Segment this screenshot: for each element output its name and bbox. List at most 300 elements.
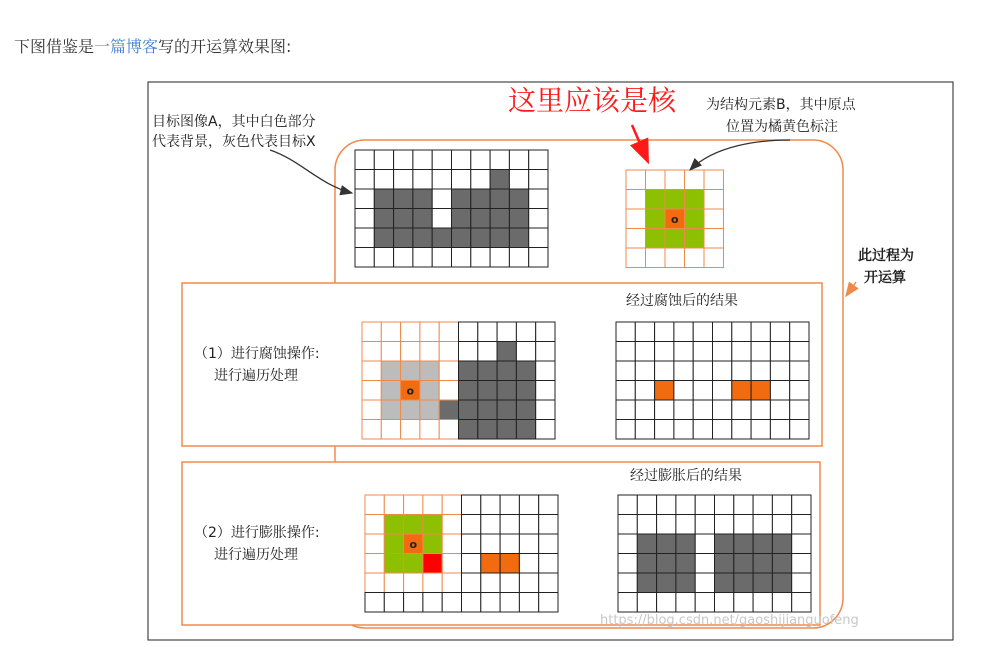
- image-a-grid-cell: [432, 150, 451, 170]
- dilation-traverse-grid-cell: [384, 573, 403, 593]
- erosion-traverse-grid-cell: [516, 381, 535, 401]
- label-a-line2: 代表背景，灰色代表目标X: [152, 134, 316, 150]
- erosion-traverse-grid-cell: [478, 361, 497, 381]
- kernel-grid-cell: [646, 209, 666, 229]
- erosion-result-grid-cell: [655, 322, 674, 342]
- intro-prefix: 下图借鉴是: [14, 37, 95, 56]
- erosion-result-grid-cell: [732, 381, 751, 401]
- dilation-result-grid-cell: [772, 573, 791, 593]
- erosion-result-grid-cell: [770, 420, 789, 440]
- dilation-traverse-grid-cell: [442, 573, 461, 593]
- kernel-grid-cell: [626, 248, 646, 268]
- dilation-result-grid-cell: [753, 554, 772, 574]
- erosion-result-grid-cell: [713, 381, 732, 401]
- dilation-traverse-grid-cell: [462, 554, 481, 574]
- erosion-result-grid-cell: [616, 420, 635, 440]
- dilation-result-grid-cell: [637, 554, 656, 574]
- dilation-result-grid-cell: [618, 593, 637, 613]
- erosion-result-grid-cell: [713, 322, 732, 342]
- erosion-result-grid-cell: [751, 361, 770, 381]
- dilation-traverse-grid-cell: [365, 573, 384, 593]
- image-a-grid-cell: [374, 228, 393, 248]
- dilation-traverse-grid-cell: [404, 573, 423, 593]
- image-a-grid-cell: [490, 189, 509, 209]
- erosion-result-grid-cell: [674, 420, 693, 440]
- kernel-grid-cell: [626, 170, 646, 190]
- image-a-grid-cell: [355, 248, 374, 268]
- erosion-result-grid-cell: [693, 381, 712, 401]
- dilation-traverse-grid-cell: [481, 554, 500, 574]
- erosion-traverse-grid-cell: [536, 400, 555, 420]
- image-a-grid-cell: [394, 228, 413, 248]
- erosion-traverse-grid-cell: [459, 342, 478, 362]
- dilation-traverse-grid-cell: [462, 495, 481, 515]
- image-a-grid-cell: [432, 189, 451, 209]
- dilation-result-grid-cell: [657, 593, 676, 613]
- dilation-result-grid-cell: [772, 593, 791, 613]
- erosion-result-grid-cell: [713, 420, 732, 440]
- erosion-traverse-grid-cell: [459, 361, 478, 381]
- erosion-result-grid-cell: [770, 322, 789, 342]
- dilation-result-grid-cell: [772, 495, 791, 515]
- dilation-result-grid-cell: [753, 534, 772, 554]
- erosion-traverse-grid-cell: [401, 342, 420, 362]
- image-a-grid-cell: [509, 228, 528, 248]
- image-a-grid-cell: [529, 248, 548, 268]
- erosion-result-grid-cell: [790, 420, 809, 440]
- kernel-grid-cell: [626, 229, 646, 249]
- erosion-traverse-grid-cell: [362, 342, 381, 362]
- dilation-title: 经过膨胀后的结果: [630, 468, 742, 484]
- dilation-result-grid-cell: [753, 593, 772, 613]
- erosion-traverse-grid-cell: [362, 322, 381, 342]
- erosion-traverse-grid-cell: [459, 420, 478, 440]
- erosion-result-grid-cell: [655, 381, 674, 401]
- erosion-traverse-grid-cell: [401, 322, 420, 342]
- dilation-result-grid-cell: [772, 554, 791, 574]
- image-a-grid-cell: [452, 189, 471, 209]
- erosion-result-grid-cell: [732, 322, 751, 342]
- dilation-traverse-grid-cell: [442, 534, 461, 554]
- dilation-result-grid-cell: [637, 593, 656, 613]
- erosion-traverse-grid-cell: [381, 322, 400, 342]
- dilation-result-grid-cell: [618, 573, 637, 593]
- dilation-traverse-grid-cell: [423, 495, 442, 515]
- image-a-grid-cell: [471, 189, 490, 209]
- erosion-traverse-grid-cell: [516, 361, 535, 381]
- erosion-traverse-grid-cell: [362, 400, 381, 420]
- erosion-traverse-grid-cell: [381, 381, 400, 401]
- blog-link[interactable]: 一篇博客: [94, 37, 159, 56]
- label-open-line1: 此过程为: [858, 248, 914, 264]
- dilation-traverse-grid-cell: [384, 515, 403, 535]
- origin-mark: o: [406, 384, 415, 398]
- image-a-grid-cell: [355, 150, 374, 170]
- erosion-traverse-grid-cell: [478, 420, 497, 440]
- erosion-traverse-grid-cell: [381, 400, 400, 420]
- dilation-result-grid-cell: [792, 554, 811, 574]
- dilation-result-grid-cell: [657, 515, 676, 535]
- erosion-traverse-grid-cell: [516, 322, 535, 342]
- erosion-traverse-grid-cell: [362, 420, 381, 440]
- erosion-traverse-grid-cell: [536, 342, 555, 362]
- dilation-traverse-grid-cell: [519, 515, 538, 535]
- kernel-grid-cell: [646, 248, 666, 268]
- erosion-result-grid-cell: [790, 342, 809, 362]
- erosion-traverse-grid-cell: [362, 361, 381, 381]
- image-a-grid-cell: [490, 170, 509, 190]
- dilation-result-grid-cell: [792, 495, 811, 515]
- label-b-line1: 为结构元素B，其中原点: [706, 97, 856, 113]
- dilation-result-grid-cell: [734, 495, 753, 515]
- erosion-traverse-grid-cell: [420, 400, 439, 420]
- image-a-grid-cell: [529, 209, 548, 229]
- erosion-result-grid-cell: [751, 342, 770, 362]
- origin-mark: o: [409, 537, 418, 551]
- dilation-traverse-grid-cell: [423, 593, 442, 613]
- image-a-grid-cell: [471, 248, 490, 268]
- image-a-grid-cell: [452, 209, 471, 229]
- image-a-grid-cell: [432, 209, 451, 229]
- dilation-traverse-grid-cell: [365, 593, 384, 613]
- image-a-grid-cell: [355, 189, 374, 209]
- erosion-traverse-grid-cell: [478, 400, 497, 420]
- image-a-grid-cell: [471, 170, 490, 190]
- kernel-grid-cell: [685, 229, 705, 249]
- erosion-traverse-grid-cell: [497, 381, 516, 401]
- dilation-desc-line2: 进行遍历处理: [214, 547, 298, 563]
- erosion-result-grid-cell: [790, 361, 809, 381]
- erosion-traverse-grid-cell: [478, 381, 497, 401]
- dilation-result-grid-cell: [734, 593, 753, 613]
- dilation-result-grid-cell: [792, 573, 811, 593]
- erosion-result-grid-cell: [790, 381, 809, 401]
- dilation-result-grid-cell: [734, 515, 753, 535]
- erosion-result-grid-cell: [674, 361, 693, 381]
- erosion-result-grid-cell: [635, 420, 654, 440]
- image-a-grid-cell: [452, 248, 471, 268]
- dilation-result-grid-cell: [637, 515, 656, 535]
- erosion-result-grid-cell: [790, 322, 809, 342]
- dilation-result-grid-cell: [618, 554, 637, 574]
- dilation-result-grid-cell: [792, 515, 811, 535]
- erosion-traverse-grid-cell: [420, 361, 439, 381]
- dilation-result-grid-cell: [676, 593, 695, 613]
- erosion-result-grid-cell: [635, 361, 654, 381]
- image-a-grid-cell: [355, 209, 374, 229]
- erosion-result-grid-cell: [790, 400, 809, 420]
- erosion-result-grid-cell: [732, 361, 751, 381]
- image-a-grid-cell: [355, 228, 374, 248]
- dilation-result-grid-cell: [637, 495, 656, 515]
- dilation-traverse-grid-cell: [404, 495, 423, 515]
- dilation-traverse-grid-cell: [481, 495, 500, 515]
- dilation-result-grid-cell: [772, 515, 791, 535]
- dilation-traverse-grid-cell: [404, 515, 423, 535]
- dilation-traverse-grid-cell: [539, 573, 558, 593]
- dilation-result-grid-cell: [715, 515, 734, 535]
- erosion-traverse-grid-cell: [459, 400, 478, 420]
- image-a-grid-cell: [529, 189, 548, 209]
- dilation-result-grid-cell: [637, 573, 656, 593]
- erosion-traverse-grid-cell: [536, 381, 555, 401]
- kernel-grid-cell: [704, 248, 724, 268]
- dilation-traverse-grid-cell: [365, 554, 384, 574]
- dilation-traverse-grid-cell: [481, 573, 500, 593]
- dilation-traverse-grid-cell: [462, 534, 481, 554]
- image-a-grid-cell: [413, 150, 432, 170]
- dilation-traverse-grid-cell: [500, 495, 519, 515]
- erosion-result-grid-cell: [655, 342, 674, 362]
- dilation-traverse-grid-cell: [539, 554, 558, 574]
- erosion-result-grid-cell: [635, 322, 654, 342]
- kernel-grid-cell: [685, 170, 705, 190]
- image-a-grid-cell: [413, 189, 432, 209]
- dilation-result-grid-cell: [676, 554, 695, 574]
- image-a-grid-cell: [413, 248, 432, 268]
- kernel-grid-cell: [704, 190, 724, 210]
- dilation-traverse-grid-cell: [519, 573, 538, 593]
- image-a-grid-cell: [452, 170, 471, 190]
- dilation-traverse-grid-cell: [519, 534, 538, 554]
- erosion-traverse-grid-cell: [497, 361, 516, 381]
- erosion-result-grid-cell: [693, 420, 712, 440]
- annotation-kernel: 这里应该是核: [508, 84, 677, 117]
- erosion-traverse-grid-cell: [516, 400, 535, 420]
- kernel-grid-cell: [626, 209, 646, 229]
- erosion-title: 经过腐蚀后的结果: [626, 293, 738, 309]
- kernel-grid-cell: [646, 170, 666, 190]
- kernel-grid-cell: [665, 170, 685, 190]
- dilation-traverse-grid-cell: [462, 515, 481, 535]
- erosion-traverse-grid-cell: [439, 342, 458, 362]
- erosion-traverse-grid-cell: [381, 420, 400, 440]
- dilation-result-grid-cell: [676, 515, 695, 535]
- image-a-grid-cell: [509, 170, 528, 190]
- erosion-result-grid-cell: [674, 342, 693, 362]
- erosion-traverse-grid-cell: [516, 420, 535, 440]
- erosion-result-grid-cell: [693, 342, 712, 362]
- dilation-traverse-grid-cell: [404, 593, 423, 613]
- dilation-traverse-grid-cell: [384, 593, 403, 613]
- dilation-result-grid-cell: [734, 554, 753, 574]
- erosion-traverse-grid-cell: [362, 381, 381, 401]
- erosion-result-grid-cell: [616, 361, 635, 381]
- image-a-grid-cell: [413, 170, 432, 190]
- image-a-grid-cell: [509, 189, 528, 209]
- erosion-result-grid-cell: [616, 342, 635, 362]
- image-a-grid-cell: [394, 170, 413, 190]
- kernel-grid-cell: [665, 190, 685, 210]
- dilation-result-grid-cell: [618, 534, 637, 554]
- image-a-grid-cell: [394, 209, 413, 229]
- dilation-traverse-grid-cell: [500, 554, 519, 574]
- kernel-grid-cell: [646, 190, 666, 210]
- erosion-traverse-grid-cell: [420, 420, 439, 440]
- dilation-result-grid-cell: [715, 573, 734, 593]
- dilation-traverse-grid-cell: [442, 554, 461, 574]
- erosion-traverse-grid-cell: [536, 420, 555, 440]
- dilation-traverse-grid-cell: [442, 593, 461, 613]
- label-a-line1: 目标图像A，其中白色部分: [152, 114, 316, 130]
- dilation-traverse-grid-cell: [500, 534, 519, 554]
- image-a-grid-cell: [413, 209, 432, 229]
- dilation-traverse-grid-cell: [519, 554, 538, 574]
- dilation-traverse-grid-cell: [481, 515, 500, 535]
- erosion-result-grid-cell: [713, 342, 732, 362]
- dilation-result-grid-cell: [695, 534, 714, 554]
- erosion-result-grid-cell: [770, 381, 789, 401]
- erosion-traverse-grid-cell: [497, 420, 516, 440]
- erosion-result-grid-cell: [674, 381, 693, 401]
- image-a-grid-cell: [490, 150, 509, 170]
- erosion-result-grid-cell: [770, 400, 789, 420]
- dilation-result-grid-cell: [695, 554, 714, 574]
- image-a-grid-cell: [355, 170, 374, 190]
- erosion-result-grid-cell: [616, 381, 635, 401]
- dilation-result-grid-cell: [753, 573, 772, 593]
- dilation-result-grid-cell: [695, 593, 714, 613]
- kernel-grid-cell: [704, 229, 724, 249]
- erosion-traverse-grid-cell: [478, 322, 497, 342]
- erosion-traverse-grid-cell: [536, 361, 555, 381]
- dilation-result-grid-cell: [792, 534, 811, 554]
- erosion-result-grid-cell: [655, 420, 674, 440]
- dilation-traverse-grid-cell: [539, 534, 558, 554]
- dilation-traverse-grid-cell: [481, 593, 500, 613]
- dilation-result-grid-cell: [772, 534, 791, 554]
- dilation-result-grid-cell: [715, 593, 734, 613]
- dilation-result-grid-cell: [715, 554, 734, 574]
- dilation-traverse-grid-cell: [481, 534, 500, 554]
- erosion-result-grid-cell: [635, 400, 654, 420]
- erosion-result-grid-cell: [751, 381, 770, 401]
- dilation-result-grid-cell: [657, 573, 676, 593]
- erosion-traverse-grid-cell: [536, 322, 555, 342]
- dilation-traverse-grid-cell: [539, 495, 558, 515]
- dilation-traverse-grid-cell: [404, 554, 423, 574]
- image-a-grid-cell: [529, 150, 548, 170]
- erosion-result-grid-cell: [635, 381, 654, 401]
- erosion-traverse-grid-cell: [439, 381, 458, 401]
- erosion-traverse-grid-cell: [497, 400, 516, 420]
- image-a-grid-cell: [471, 209, 490, 229]
- erosion-result-grid-cell: [713, 361, 732, 381]
- erosion-result-grid-cell: [732, 400, 751, 420]
- image-a-grid-cell: [509, 150, 528, 170]
- kernel-grid-cell: [685, 190, 705, 210]
- watermark: https://blog.csdn.net/gaoshijianguofeng: [600, 613, 859, 628]
- dilation-result-grid-cell: [676, 534, 695, 554]
- erosion-traverse-grid-cell: [420, 342, 439, 362]
- erosion-traverse-grid-cell: [459, 381, 478, 401]
- erosion-traverse-grid-cell: [401, 400, 420, 420]
- dilation-result-grid-cell: [676, 495, 695, 515]
- dilation-traverse-grid-cell: [462, 593, 481, 613]
- dilation-result-grid-cell: [695, 495, 714, 515]
- kernel-grid-cell: [665, 229, 685, 249]
- image-a-grid-cell: [413, 228, 432, 248]
- image-a-grid-cell: [394, 248, 413, 268]
- erosion-result-grid-cell: [616, 322, 635, 342]
- image-a-grid-cell: [471, 150, 490, 170]
- image-a-grid-cell: [394, 150, 413, 170]
- erosion-traverse-grid-cell: [401, 420, 420, 440]
- dilation-traverse-grid-cell: [423, 554, 442, 574]
- erosion-result-grid-cell: [732, 342, 751, 362]
- image-a-grid-cell: [529, 228, 548, 248]
- dilation-result-grid-cell: [715, 495, 734, 515]
- dilation-result-grid-cell: [753, 495, 772, 515]
- erosion-traverse-grid-cell: [439, 400, 458, 420]
- erosion-traverse-grid-cell: [478, 342, 497, 362]
- image-a-grid-cell: [432, 248, 451, 268]
- erosion-result-grid-cell: [751, 420, 770, 440]
- dilation-traverse-grid-cell: [384, 554, 403, 574]
- dilation-traverse-grid-cell: [423, 573, 442, 593]
- kernel-grid-cell: [626, 190, 646, 210]
- image-a-grid-cell: [432, 228, 451, 248]
- dilation-result-grid-cell: [657, 495, 676, 515]
- erosion-result-grid-cell: [751, 322, 770, 342]
- erosion-desc-line2: 进行遍历处理: [214, 368, 298, 384]
- label-open-line2: 开运算: [864, 270, 906, 286]
- dilation-result-grid-cell: [618, 495, 637, 515]
- dilation-result-grid-cell: [715, 534, 734, 554]
- image-a-grid-cell: [374, 189, 393, 209]
- dilation-traverse-grid-cell: [365, 495, 384, 515]
- dilation-traverse-grid-cell: [462, 573, 481, 593]
- erosion-traverse-grid-cell: [439, 361, 458, 381]
- intro-suffix: 写的开运算效果图:: [158, 37, 292, 56]
- image-a-grid-cell: [509, 248, 528, 268]
- dilation-traverse-grid-cell: [539, 593, 558, 613]
- image-a-grid-cell: [374, 248, 393, 268]
- image-a-grid-cell: [374, 209, 393, 229]
- erosion-result-grid-cell: [751, 400, 770, 420]
- kernel-grid-cell: [704, 209, 724, 229]
- image-a-grid-cell: [394, 189, 413, 209]
- erosion-traverse-grid-cell: [401, 361, 420, 381]
- erosion-traverse-grid-cell: [516, 342, 535, 362]
- dilation-traverse-grid-cell: [423, 534, 442, 554]
- dilation-result-grid-cell: [657, 534, 676, 554]
- kernel-grid-cell: [665, 248, 685, 268]
- image-a-grid-cell: [374, 150, 393, 170]
- dilation-result-grid-cell: [676, 573, 695, 593]
- image-a-grid-cell: [471, 228, 490, 248]
- dilation-traverse-grid-cell: [384, 534, 403, 554]
- image-a-grid-cell: [529, 170, 548, 190]
- dilation-result-grid-cell: [753, 515, 772, 535]
- erosion-traverse-grid-cell: [497, 322, 516, 342]
- image-a-grid-cell: [490, 209, 509, 229]
- erosion-result-grid-cell: [655, 361, 674, 381]
- erosion-result-grid-cell: [616, 400, 635, 420]
- erosion-result-grid-cell: [635, 342, 654, 362]
- image-a-grid-cell: [490, 248, 509, 268]
- erosion-traverse-grid-cell: [439, 322, 458, 342]
- dilation-result-grid-cell: [657, 554, 676, 574]
- dilation-traverse-grid-cell: [442, 495, 461, 515]
- erosion-traverse-grid-cell: [497, 342, 516, 362]
- erosion-result-grid-cell: [770, 361, 789, 381]
- origin-mark: o: [670, 212, 679, 226]
- dilation-traverse-grid-cell: [500, 593, 519, 613]
- erosion-result-grid-cell: [655, 400, 674, 420]
- dilation-traverse-grid-cell: [539, 515, 558, 535]
- dilation-traverse-grid-cell: [519, 495, 538, 515]
